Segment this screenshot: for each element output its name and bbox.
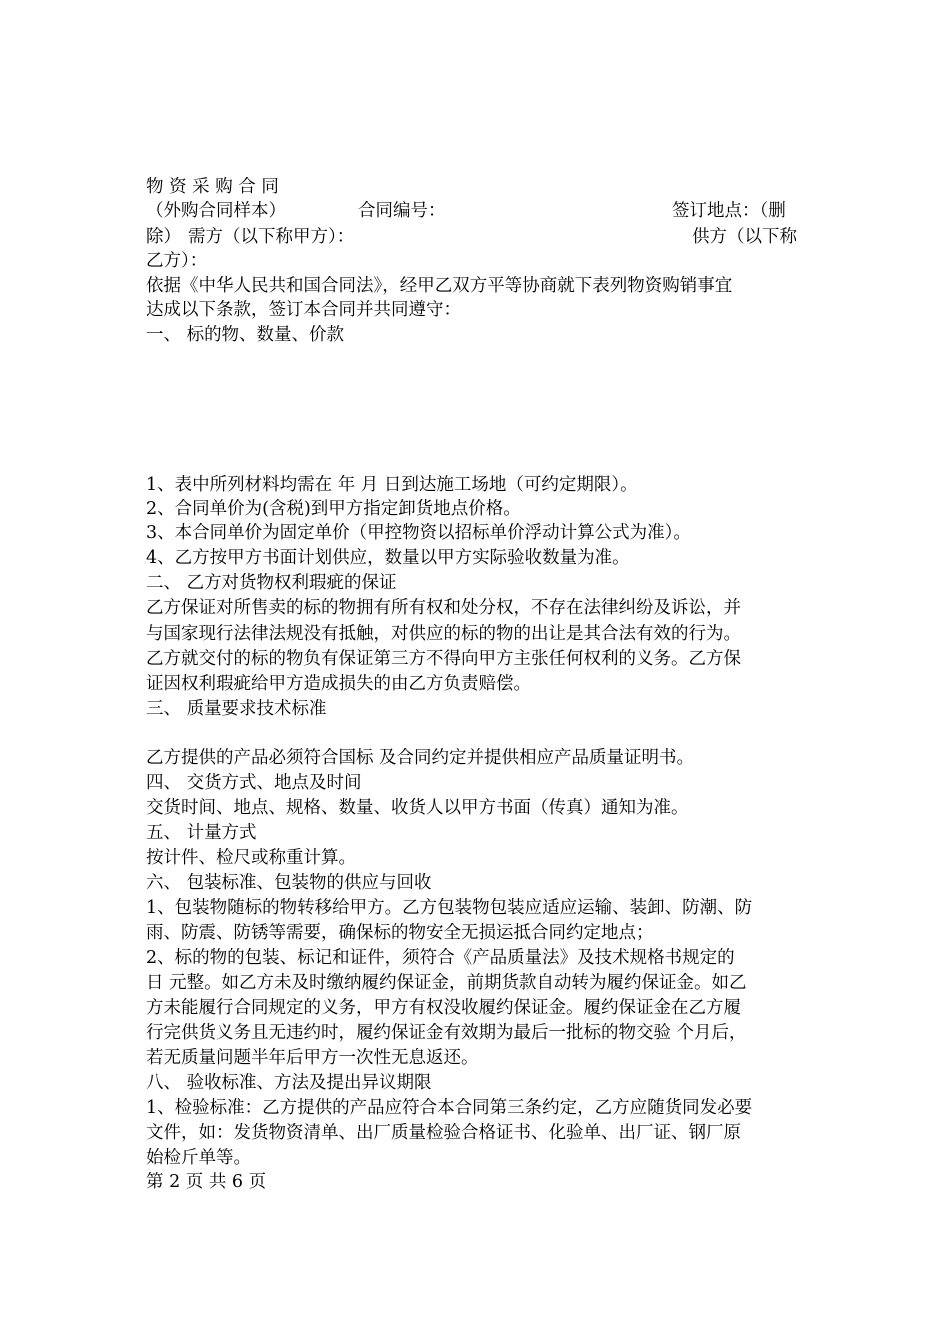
section6-line: 2、标的物的包装、标记和证件，须符合《产品质量法》及技术规格书规定的	[146, 948, 735, 968]
section8-line: 文件，如：发货物资清单、出厂质量检验合格证书、化验单、出厂证、钢厂原	[146, 1123, 741, 1143]
section-heading: 二、 乙方对货物权利瑕疵的保证	[146, 573, 397, 593]
section4-line: 交货时间、地点、规格、数量、收货人以甲方书面（传真）通知为准。	[146, 798, 689, 818]
contract-no-label: 合同编号：	[358, 201, 446, 221]
page-footer: 第 2 页 共 6 页	[146, 1172, 267, 1192]
section-heading: 五、 计量方式	[146, 823, 257, 843]
seller-label-cont: 乙方）：	[146, 251, 208, 271]
sample-label: （外购合同样本）	[146, 201, 286, 221]
section1-item: 1、表中所列材料均需在 年 月 日到达施工场地（可约定期限）。	[146, 475, 638, 495]
intro-line: 达成以下条款，签订本合同并共同遵守：	[146, 300, 461, 320]
section-heading: 八、 验收标准、方法及提出异议期限	[146, 1073, 432, 1093]
section1-item: 4、乙方按甲方书面计划供应，数量以甲方实际验收数量为准。	[146, 548, 630, 568]
section-heading: 六、 包装标准、包装物的供应与回收	[146, 873, 432, 893]
section6-line: 雨、防震、防锈等需要，确保标的物安全无损运抵合同约定地点；	[146, 923, 654, 943]
section2-line: 证因权利瑕疵给甲方造成损失的由乙方负责赔偿。	[146, 674, 531, 694]
section-heading: 一、 标的物、数量、价款	[146, 325, 345, 345]
document-title: 物 资 采 购 合 同	[146, 177, 279, 197]
sign-place-label: 签订地点：（删	[672, 201, 786, 221]
section1-item: 2、合同单价为(含税)到甲方指定卸货地点价格。	[146, 499, 521, 519]
section8-line: 1、检验标准：乙方提供的产品应符合本合同第三条约定，乙方应随货同发必要	[146, 1098, 753, 1118]
section-heading: 四、 交货方式、地点及时间	[146, 773, 362, 793]
sign-place-cont: 除）	[146, 227, 181, 247]
section8-line: 始检斤单等。	[146, 1148, 251, 1168]
intro-line: 依据《中华人民共和国合同法》，经甲乙双方平等协商就下表列物资购销事宜	[146, 276, 733, 296]
section6-line: 日 元整。如乙方未及时缴纳履约保证金，前期货款自动转为履约保证金。如乙	[146, 973, 747, 993]
seller-label: 供方（以下称	[692, 227, 797, 247]
section-heading: 三、 质量要求技术标准	[146, 699, 327, 719]
buyer-label: 需方（以下称甲方）：	[188, 227, 355, 247]
section1-item: 3、本合同单价为固定单价（甲控物资以招标单价浮动计算公式为准）。	[146, 523, 691, 543]
section2-line: 乙方就交付的标的物负有保证第三方不得向甲方主张任何权利的义务。乙方保	[146, 649, 741, 669]
section6-line: 行完供货义务且无违约时，履约保证金有效期为最后一批标的物交验 个月后，	[146, 1023, 747, 1043]
section3-line: 乙方提供的产品必须符合国标 及合同约定并提供相应产品质量证明书。	[146, 748, 695, 768]
section2-line: 与国家现行法律法规没有抵触，对供应的标的物的出让是其合法有效的行为。	[146, 624, 741, 644]
section6-line: 1、包装物随标的物转移给甲方。乙方包装物包装应适应运输、装卸、防潮、防	[146, 898, 753, 918]
section6-line: 方未能履行合同规定的义务，甲方有权没收履约保证金。履约保证金在乙方履	[146, 998, 741, 1018]
section5-line: 按计件、检尺或称重计算。	[146, 848, 356, 868]
section6-line: 若无质量问题半年后甲方一次性无息返还。	[146, 1048, 479, 1068]
section2-line: 乙方保证对所售卖的标的物拥有所有权和处分权，不存在法律纠纷及诉讼，并	[146, 598, 741, 618]
